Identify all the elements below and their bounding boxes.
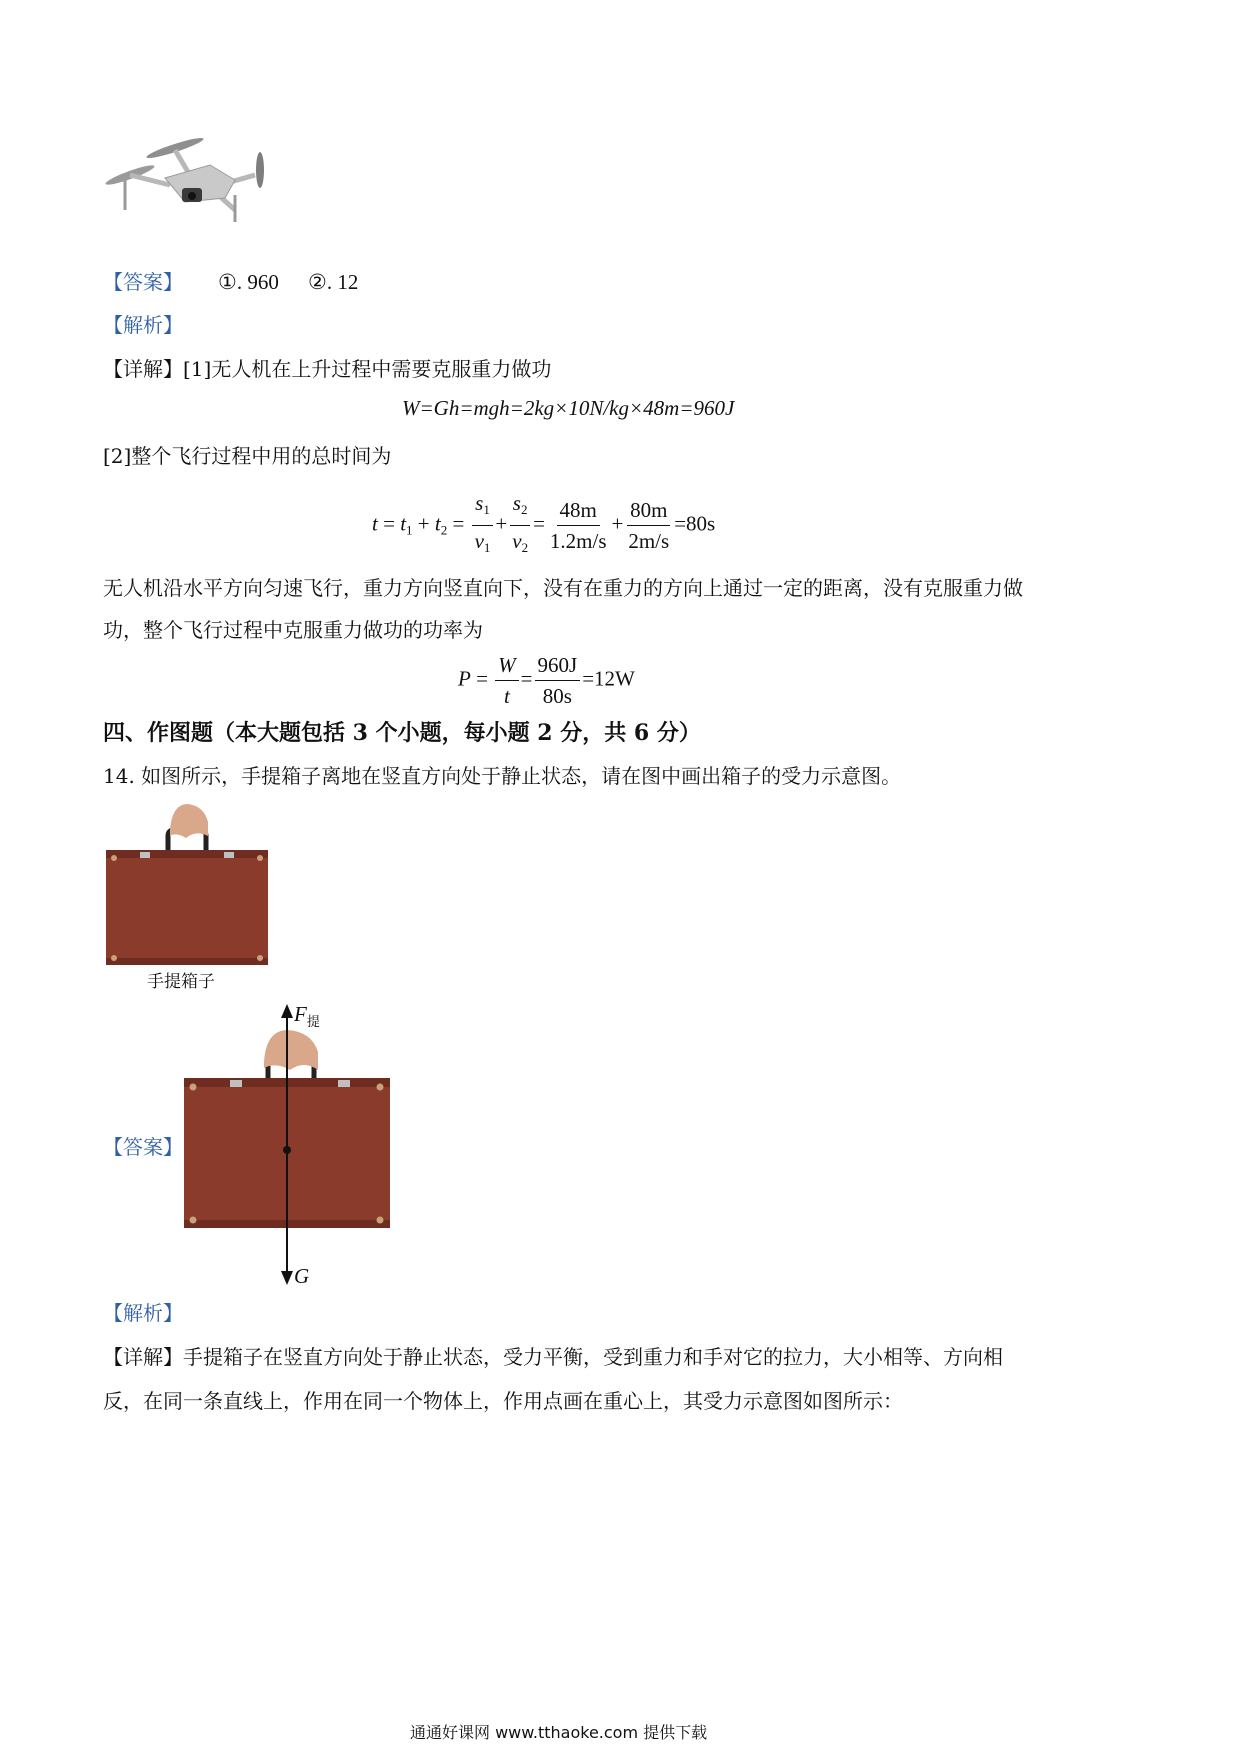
eq-t2: t: [434, 511, 441, 536]
equation-power: P = $\frac{W}{t}$ = $\frac{960J}{80s}$ =12W: [458, 650, 635, 711]
eq-n1: 48m: [557, 495, 600, 526]
eq-960J: 960J: [535, 650, 581, 681]
frac-48-1.2: [547, 495, 610, 556]
eq-v2-sub: 2: [521, 540, 529, 555]
answer-2: ②. 12: [308, 270, 359, 294]
force-diagram: [180, 1000, 400, 1295]
analysis-tag: 【解析】: [103, 313, 183, 337]
force-label-up: [294, 1002, 320, 1030]
frac-960-80: [535, 650, 581, 711]
detail-line-1: [103, 355, 551, 383]
question-14: 14. 如图所示，手提箱子离地在竖直方向处于静止状态，请在图中画出箱子的受力示意图。: [103, 764, 902, 788]
drone-image: [100, 130, 275, 230]
eq-n2: 80m: [627, 495, 670, 526]
eq-s2-sub: 2: [520, 502, 528, 517]
detail-14-line-2: 反，在同一条直线上，作用在同一个物体上，作用点画在重心上，其受力示意图如图所示：: [103, 1389, 903, 1413]
eq-t-den: t: [504, 684, 510, 708]
force-F: F: [294, 1002, 307, 1026]
eq-P: P: [458, 666, 471, 691]
detail-14-text-1: 手提箱子在竖直方向处于静止状态，受力平衡，受到重力和手对它的拉力，大小相等、方向相: [183, 1345, 1003, 1369]
eq-W: W: [495, 650, 519, 681]
answer-tag: 【答案】: [103, 270, 183, 294]
eq-d2: 2m/s: [628, 529, 670, 553]
detail-line-3: 无人机沿水平方向匀速飞行，重力方向竖直向下，没有在重力的方向上通过一定的距离，没有克服重力做: [103, 576, 1023, 600]
eq-equals: =: [383, 511, 395, 536]
analysis-14-tag: 【解析】: [103, 1301, 183, 1325]
eq-s1: s: [475, 491, 484, 515]
eq-v1: v: [474, 529, 484, 553]
frac-s2-v2: [509, 488, 531, 563]
force-F-sub: 提: [306, 1015, 320, 1030]
detail-line-2: [2]整个飞行过程中用的总时间为: [103, 444, 392, 468]
eq-s1-sub: 1: [483, 502, 490, 517]
eq-d1: 1.2m/s: [549, 529, 607, 553]
answer-1: ①. 960: [218, 270, 279, 294]
detail-line-4: 功，整个飞行过程中克服重力做功的功率为: [103, 618, 483, 642]
equation-time: $t = t_1 + t_2$ = $\frac{s_1}{v_1}$ + $\frac{s_2}{v_2}$ = $\frac{48m}{1.2m/s}$ + $\frac{80m}{2m/s}$ =80s: [372, 488, 715, 563]
frac-s1-v1: [472, 488, 494, 563]
eq-v1-sub: 1: [483, 540, 491, 555]
eq-t1: t: [400, 511, 407, 536]
eq-t: t: [372, 511, 378, 536]
eq-80s: 80s: [542, 684, 572, 708]
eq-plus: +: [417, 511, 430, 536]
section-heading: 四、作图题（本大题包括 3 个小题，每小题 2 分，共 6 分）: [103, 720, 701, 746]
eq-result-power: =12W: [582, 666, 635, 691]
eq-v2: v: [512, 529, 522, 553]
equation-work: W=Gh=mgh=2kg×10N/kg×48m=960J: [402, 396, 735, 420]
detail-14-line-1: [103, 1343, 1003, 1371]
answer-14-tag: 【答案】: [103, 1135, 183, 1159]
frac-W-t: [495, 650, 519, 711]
force-label-down: G: [294, 1264, 310, 1288]
detail-tag: 【详解】: [103, 357, 183, 381]
briefcase-caption: 手提箱子: [147, 972, 215, 992]
detail-14-tag: 【详解】: [103, 1345, 183, 1369]
briefcase-image: [100, 800, 275, 970]
eq-t2-sub: 2: [440, 522, 448, 538]
eq-t1-sub: 1: [406, 522, 413, 538]
eq-s2: s: [512, 491, 521, 515]
footer-text: 通通好课网 www.tthaoke.com 提供下载: [410, 1723, 708, 1742]
detail-text-1: [1]无人机在上升过程中需要克服重力做功: [183, 357, 552, 381]
eq-result-time: =80s: [674, 511, 716, 536]
frac-80-2: [625, 495, 672, 556]
